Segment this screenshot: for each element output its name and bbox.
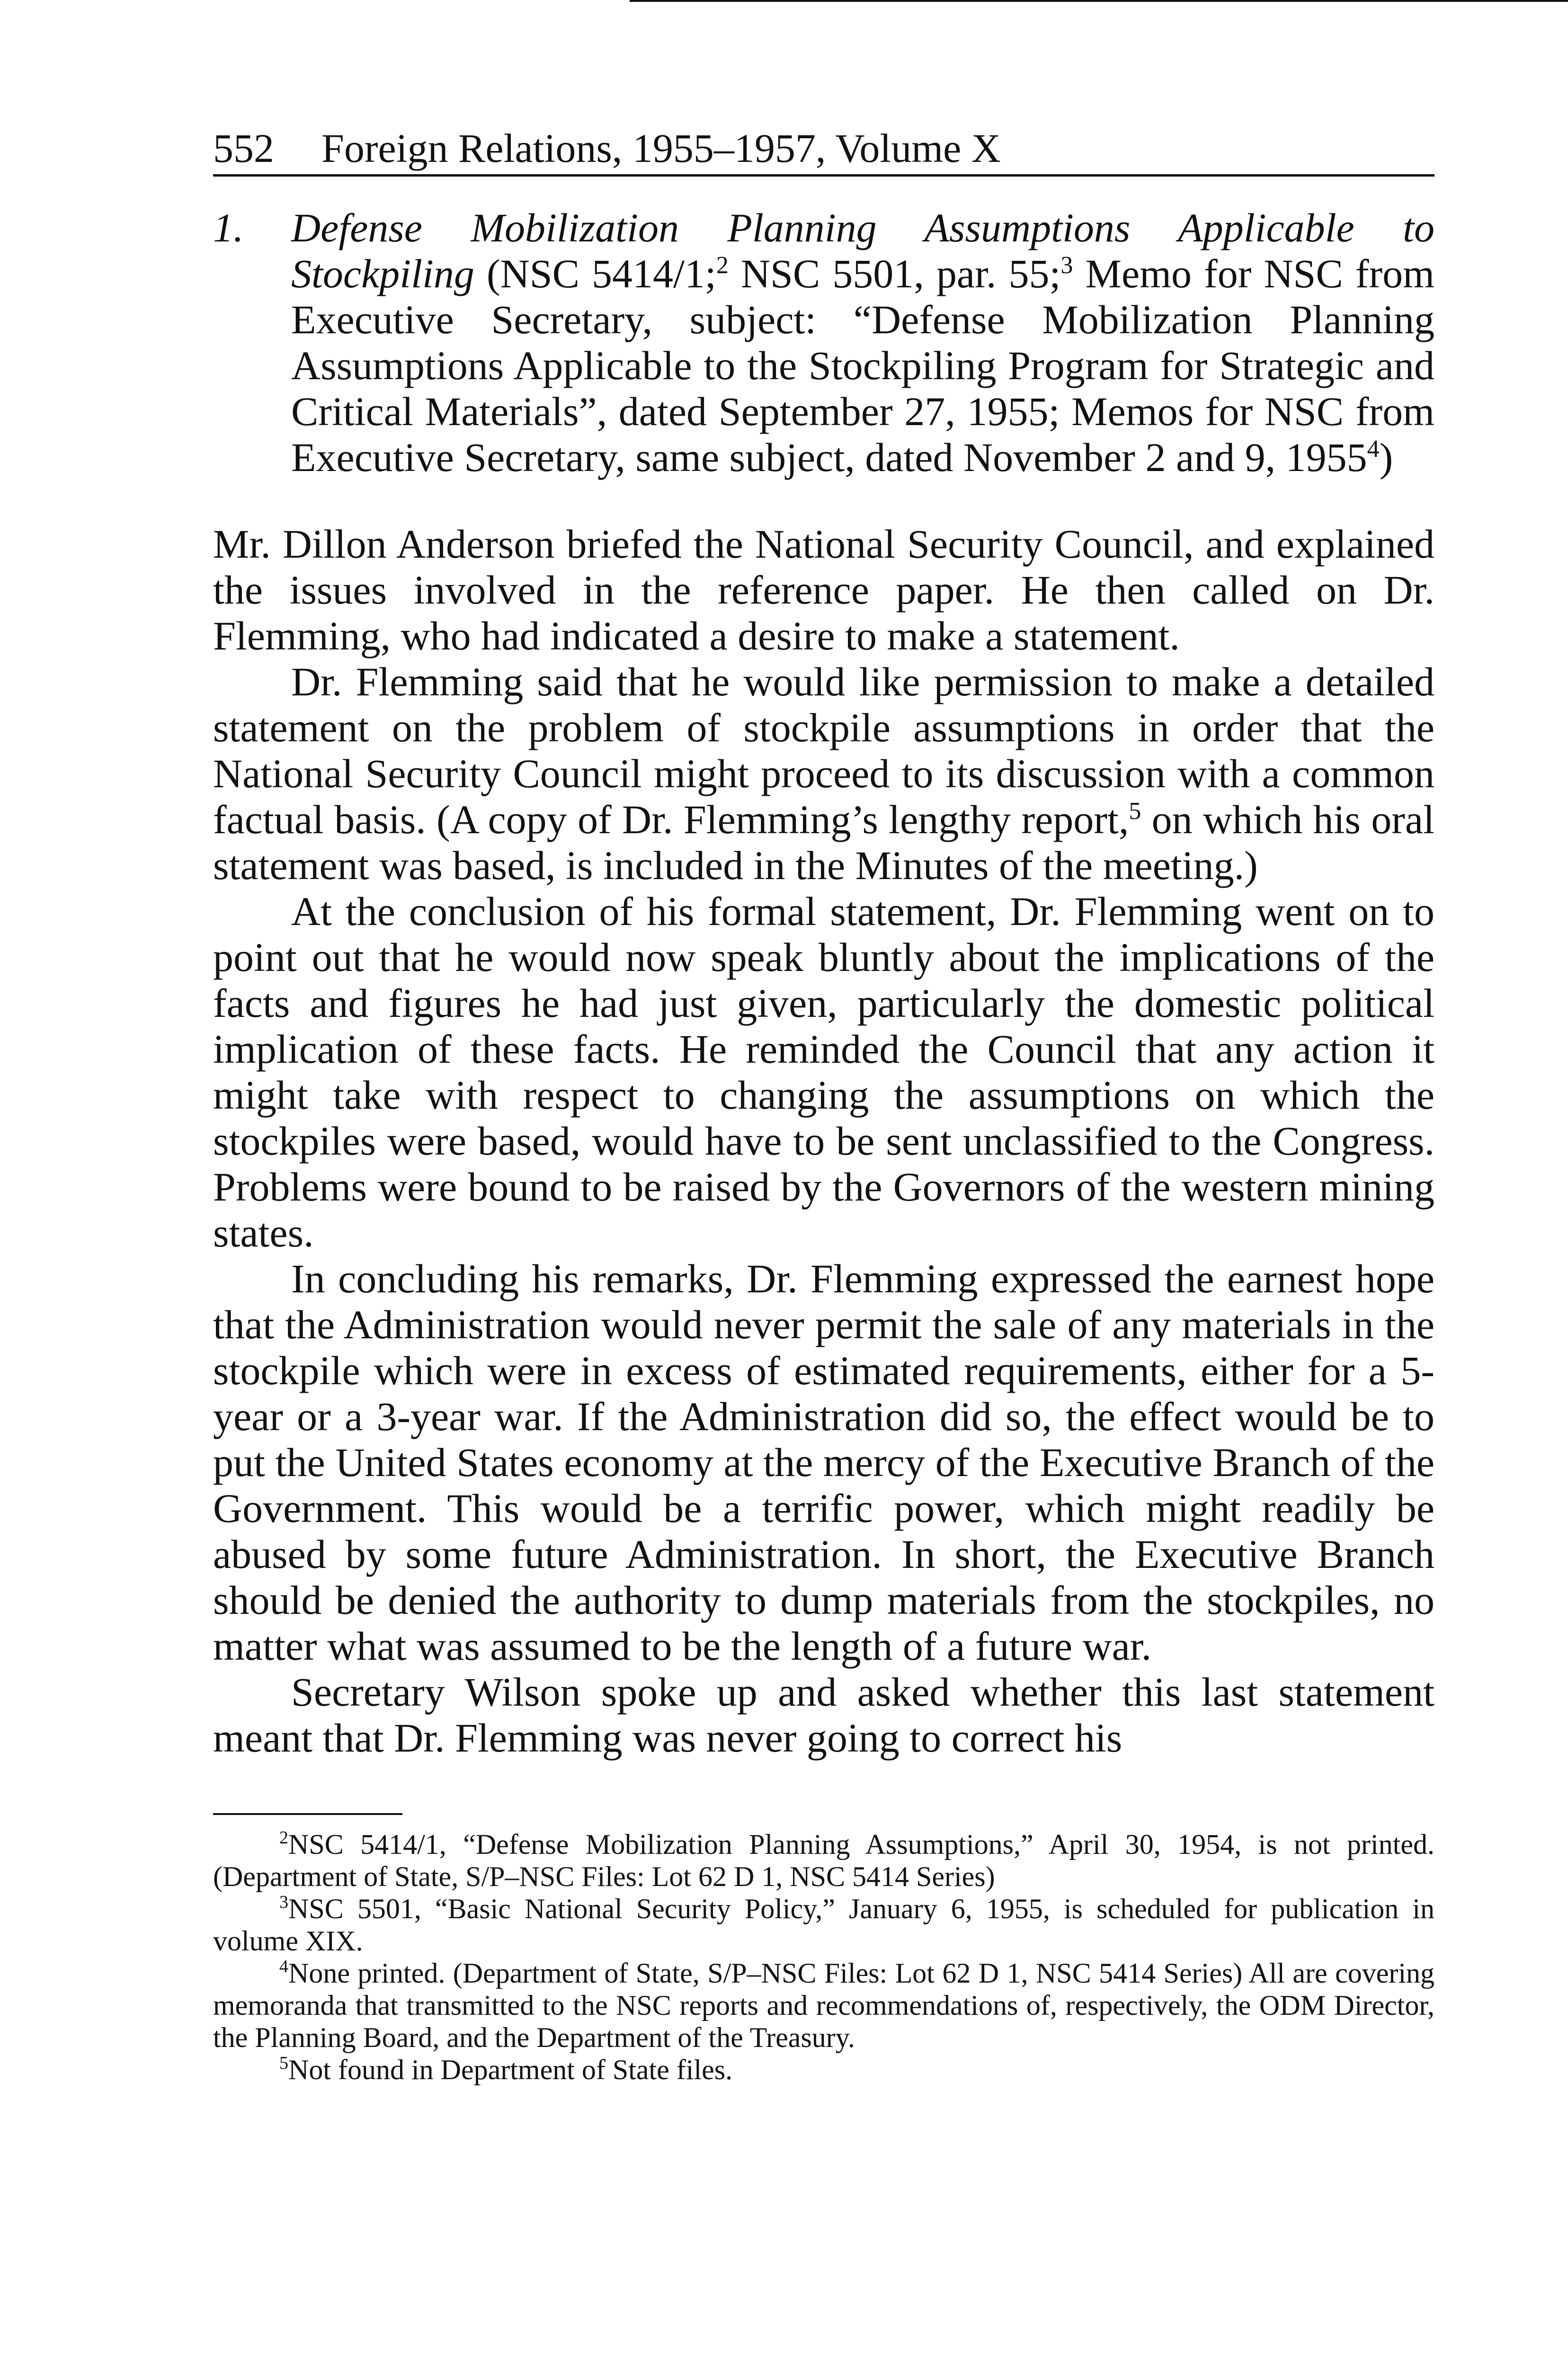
agenda-refs-c: Memo for NSC from Executive Secretary, subject: “Defense Mobilization Planning Assumptions Applicable to the Stockpiling Program for Strategic and Critical Materials”, dated September 27, 1955; Memos for NSC from Executive Secretary, same subject, dated November 2 and 9, 1955 [291,251,1434,480]
footnote-ref-4: 4 [1367,436,1380,463]
footnote [213,1957,1434,2054]
paragraph-2-part-a: Dr. Flemming said that he would like permission to make a detailed statement on the problem of stockpile assumptions in order that the National Security Council might proceed to its discussion with a common factual basis. (A copy of Dr. Flemming’s lengthy report, [213,659,1434,842]
agenda-refs-b: NSC 5501, par. 55; [728,251,1061,296]
document-page [213,125,1434,2086]
paragraph-1: Mr. Dillon Anderson briefed the National Security Council, and explained the issues involved in the reference paper. He then called on Dr. Flemming, who had indicated a desire to make a statement. [213,521,1434,658]
footnote [213,1828,1434,1893]
footnote-text: Not found in Department of State files. [288,2054,733,2085]
footnote-mark: 5 [279,2053,288,2073]
footnote-text: NSC 5501, “Basic National Security Policy,” January 6, 1955, is scheduled for publication in volume XIX. [213,1893,1434,1957]
agenda-item-number: 1. [213,205,244,250]
footnote-text: None printed. (Department of State, S/P–NSC Files: Lot 62 D 1, NSC 5414 Series) All are covering memoranda that transmitted to the NSC reports and recommendations of, respectively, the ODM Director, the Planning Board, and the Department of the Treasury. [213,1958,1434,2053]
paragraph-3: At the conclusion of his formal statement, Dr. Flemming went on to point out that he would now speak bluntly about the implications of the facts and figures he had just given, particularly the domestic political implication of these facts. He reminded the Council that any action it might take with respect to changing the assumptions on which the stockpiles were based, would have to be sent unclassified to the Congress. Problems were bound to be raised by the Governors of the western mining states. [213,889,1434,1255]
footnote-mark: 2 [279,1828,288,1848]
top-edge-rule [630,0,1568,2]
footnote-mark: 4 [279,1957,288,1976]
footnote-ref-3: 3 [1060,252,1073,279]
agenda-item-title: Defense Mobilization Planning Assumptions Applicable to Stockpiling [291,205,1434,296]
footnote [213,1893,1434,1957]
footnote-ref-2: 2 [716,252,729,279]
agenda-refs-d: ) [1379,435,1393,480]
footnotes [213,1828,1434,2086]
footnote-text: NSC 5414/1, “Defense Mobilization Planning Assumptions,” April 30, 1954, is not printed. (Department of State, S/P–NSC Files: Lot 62 D 1, NSC 5414 Series) [213,1829,1434,1892]
footnote [213,2054,1434,2086]
page-number: 552 [213,125,274,171]
body-text [213,521,1434,1761]
paragraph-4: In concluding his remarks, Dr. Flemming expressed the earnest hope that the Administration would never permit the sale of any materials in the stockpile which were in excess of estimated requirements, either for a 5-year or a 3-year war. If the Administration did so, the effect would be to put the United States economy at the mercy of the Executive Branch of the Government. This would be a terrific power, which might readily be abused by some future Administration. In short, the Executive Branch should be denied the authority to dump materials from the stockpiles, no matter what was assumed to be the length of a future war. [213,1256,1434,1669]
footnote-mark: 3 [279,1892,288,1912]
paragraph-2-part-b: on which his oral statement was based, is included in the Minutes of the meeting.) [213,797,1434,888]
running-head [213,125,1434,177]
paragraph-2 [213,659,1434,889]
footnote-ref-5: 5 [1129,798,1141,825]
running-title: Foreign Relations, 1955–1957, Volume X [321,125,1001,171]
paragraph-5: Secretary Wilson spoke up and asked whether this last statement meant that Dr. Flemming was never going to correct his [213,1669,1434,1761]
agenda-item [213,205,1434,481]
agenda-refs-a: (NSC 5414/1; [474,251,716,296]
footnote-rule [213,1813,402,1815]
